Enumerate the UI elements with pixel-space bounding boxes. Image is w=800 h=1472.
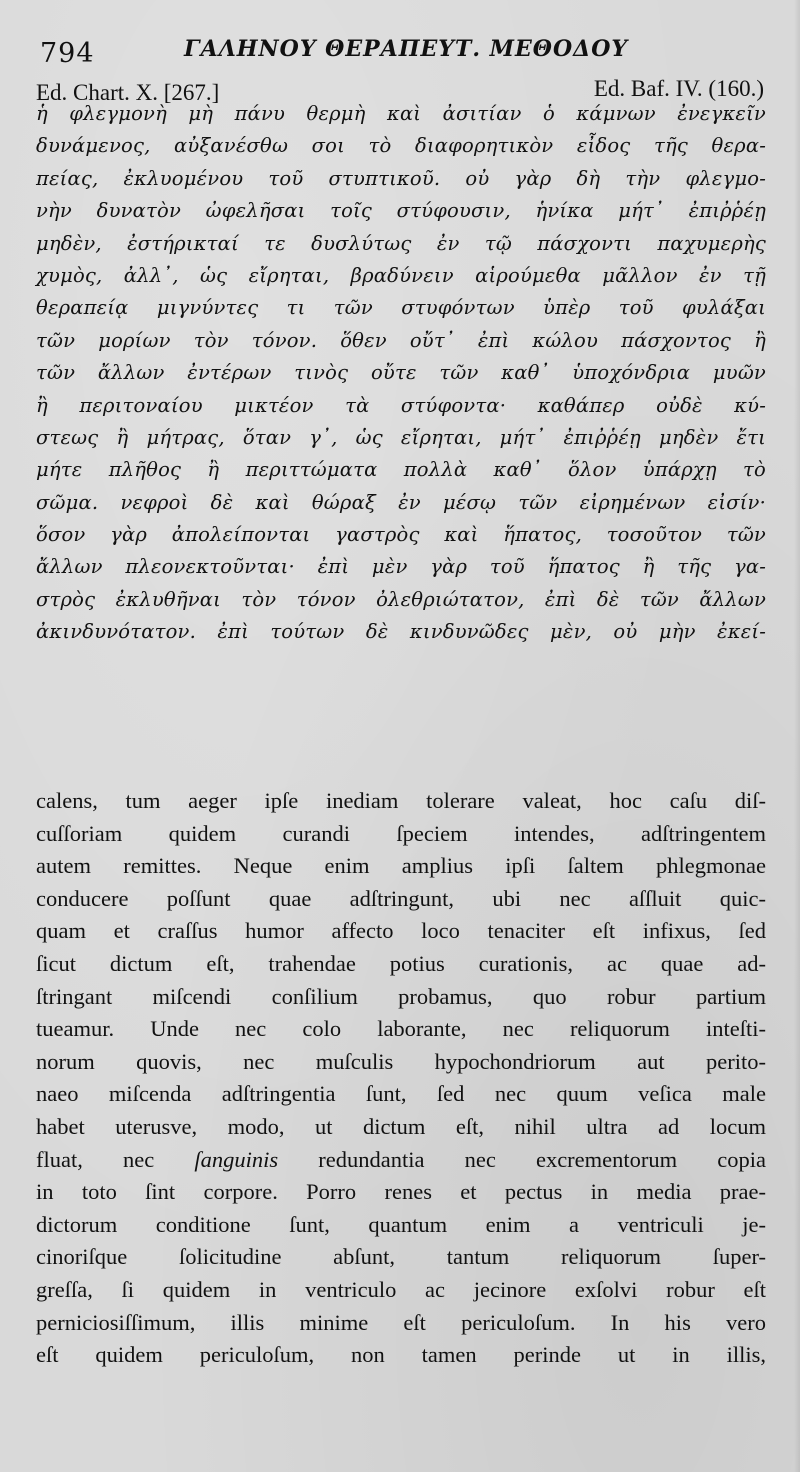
latin-line: conducere poſſunt quae adſtringunt, ubi nec aſſluit quic- (36, 885, 766, 911)
greek-line: ἀκινδυνότατον. ἐπὶ τούτων δὲ κινδυνῶδες μὲν, οὐ μὴν ἐκεί- (36, 620, 766, 644)
latin-line-start: fluat, nec (36, 1146, 195, 1172)
greek-line: σῶμα. νεφροὶ δὲ καὶ θώραξ ἐν μέσῳ τῶν εἰρημένων εἰσίν· (36, 490, 766, 514)
latin-line: calens, tum aeger ipſe inediam tolerare valeat, hoc caſu diſ- (36, 788, 766, 813)
latin-line: perniciosiſſimum, illis minime eſt periculoſum. In his vero (36, 1309, 766, 1335)
greek-line: χυμὸς, ἀλλ᾽, ὡς εἴρηται, βραδύνειν αἱρούμεθα μᾶλλον ἐν τῇ (36, 263, 766, 287)
latin-line: dictorum conditione ſunt, quantum enim a ventriculi je- (36, 1211, 766, 1237)
greek-line: στρὸς ἐκλυθῆναι τὸν τόνον ὀλεθριώτατον, ἐπὶ δὲ τῶν ἄλλων (36, 587, 766, 611)
latin-line: norum quovis, nec muſculis hypochondriorum aut perito- (36, 1048, 766, 1074)
greek-line: ἢ περιτοναίου μικτέον τὰ στύφοντα· καθάπερ οὐδὲ κύ- (36, 393, 766, 417)
greek-line: θεραπείᾳ μιγνύντες τι τῶν στυφόντων ὑπὲρ τοῦ φυλάξαι (36, 296, 766, 320)
latin-line: autem remittes. Neque enim amplius ipſi ſaltem phlegmonae (36, 853, 766, 879)
latin-line: in toto ſint corpore. Porro renes et pectus in media prae- (36, 1179, 766, 1205)
greek-line: ἄλλων πλεονεκτοῦνται· ἐπὶ μὲν γὰρ τοῦ ἥπατος ἢ τῆς γα- (36, 555, 766, 579)
latin-line: cinoriſque ſolicitudine abſunt, tantum reliquorum ſuper- (36, 1244, 766, 1270)
latin-line: tueamur. Unde nec colo laborante, nec reliquorum inteſti- (36, 1016, 766, 1042)
greek-text-block (36, 98, 766, 649)
latin-line: eſt quidem periculoſum, non tamen perinde ut in illis, (36, 1342, 766, 1368)
latin-line: ſtringant miſcendi conſilium probamus, quo robur partium (36, 983, 766, 1009)
greek-line: νὴν δυνατὸν ὠφελῆσαι τοῖς στύφουσιν, ἡνίκα μήτ᾽ ἐπιῤῥέῃ (36, 199, 766, 223)
edition-reference-right: Ed. Baf. IV. (160.) (593, 76, 764, 101)
greek-line: δυνάμενος, αὐξανέσθω σοι τὸ διαφορητικὸν εἶδος τῆς θερα- (36, 134, 766, 158)
latin-line: habet uterusve, modo, ut dictum eſt, nihil ultra ad locum (36, 1113, 766, 1139)
page-number: 794 (40, 38, 95, 69)
greek-line: ὅσον γὰρ ἀπολείπονται γαστρὸς καὶ ἥπατος, τοσοῦτον τῶν (36, 523, 766, 547)
latin-line: greſſa, ſi quidem in ventriculo ac jecinore exſolvi robur eſt (36, 1276, 766, 1302)
italic-word: ſanguinis (194, 1146, 279, 1172)
latin-line: cuſſoriam quidem curandi ſpeciem intendes, adſtringentem (36, 820, 766, 846)
greek-line: στεως ἢ μήτρας, ὅταν γ᾽, ὡς εἴρηται, μήτ᾽ ἐπιῤῥέῃ μηδὲν ἔτι (36, 425, 766, 449)
edition-reference-left: Ed. Chart. X. [267.] (36, 80, 220, 105)
latin-line: quam et craſſus humor affecto loco tenaciter eſt infixus, ſed (36, 918, 766, 944)
running-title: ΓΑΛΗΝΟΥ ΘΕΡΑΠΕΥΤ. ΜΕΘΟΔΟΥ (184, 36, 629, 62)
latin-line: ſicut dictum eſt, trahendae potius curationis, ac quae ad- (36, 950, 766, 976)
latin-line-with-italic (36, 1144, 766, 1177)
page-edge-shadow (794, 0, 800, 1472)
greek-line: μηδὲν, ἐστήρικταί τε δυσλύτως ἐν τῷ πάσχοντι παχυμερὴς (36, 231, 766, 255)
latin-line: naeo miſcenda adſtringentia ſunt, ſed nec quum veſica male (36, 1081, 766, 1107)
greek-line: ἡ φλεγμονὴ μὴ πάνυ θερμὴ καὶ ἀσιτίαν ὁ κάμνων ἐνεγκεῖν (36, 102, 766, 125)
greek-line: τῶν ἄλλων ἐντέρων τινὸς οὔτε τῶν καθ᾽ ὑποχόνδρια μυῶν (36, 361, 766, 385)
greek-line: τῶν μορίων τὸν τόνον. ὅθεν οὔτ᾽ ἐπὶ κώλου πάσχοντος ἢ (36, 328, 766, 352)
greek-line: μήτε πλῆθος ἢ περιττώματα πολλὰ καθ᾽ ὅλον ὑπάρχῃ τὸ (36, 458, 766, 482)
latin-text-block (36, 785, 766, 1372)
latin-line-rest: redundantia nec excrementorum copia (278, 1146, 766, 1172)
greek-line: πείας, ἐκλυομένου τοῦ στυπτικοῦ. οὐ γὰρ δὴ τὴν φλεγμο- (36, 166, 766, 190)
